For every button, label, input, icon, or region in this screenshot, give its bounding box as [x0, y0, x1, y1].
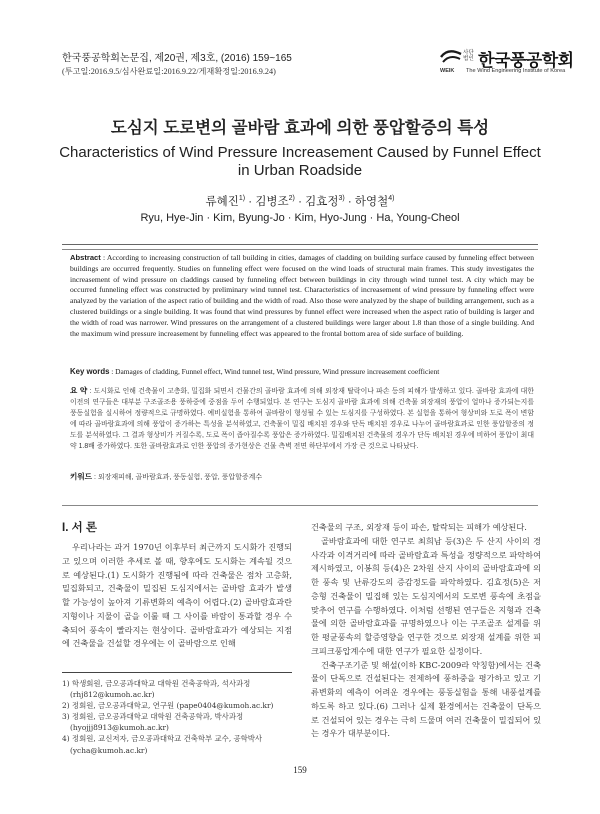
author-separator: ·: [245, 196, 256, 208]
footnote-email: (hyojjj8913@kumoh.ac.kr): [70, 723, 169, 733]
footnote-divider: [62, 672, 292, 673]
abstract-text: : According to increasing construction of tall building in cities, damages of cladding on building surface caused by funneling effect between buildings are occurred frequently. Studies on funneling effect were focused on the wind loads of structural main frames. This study investigates the increasement of wind pressure on claddings caused by funneling effect between buildings in city through wind tunnel test. A city which may be occurred funneling effect was constructed by preliminary wind tunnel test. Characteristics of increasement of wind pressure by funneling effect were analyzed by the variation of the aspect ratio of building and the width of road. Also those were analyzed by the shape of building arrangement, such as a clustered buildings or a single building. It was found that wind pressures by funnel effect were increased when the aspect ratio of building is larger and the width of road was narrower. Wind pressures on the arrangement of a clustered buildings were larger about 1.8 than those of a single building. And the maximum wind pressure increasement by funneling effect was appeared to the frontal bottom area of side surface of building.: [70, 253, 534, 338]
paragraph: 건축구조기준 및 해설(이하 KBC-2009라 약칭함)에서는 건축물이 단독으로 건설된다는 전제하에 풍하중을 평가하고 있고 기류변화의 예측이 어려운 경우에는 풍동실험을 통해 내풍설계를 하도록 하고 있다.(6) 그러나 실제 환경에서는 건축물이 단독으로 건설되어 있는 경우는 극히 드물며 여러 건축물이 밀집되어 있는 경우가 대부분이다.: [311, 659, 541, 739]
author-name: 김효정: [305, 196, 339, 208]
society-logo: [440, 48, 574, 80]
society-name: 한국풍공학회: [478, 51, 574, 70]
footnote-line: 1) 학생회원, 금오공과대학교 대학원 건축공학과, 석사과정: [62, 679, 251, 688]
author-name: 류혜진: [205, 196, 239, 208]
society-since: 사단법인: [463, 50, 474, 62]
korean-keywords-text: : 외장재피해, 골바람효과, 풍동실험, 풍압, 풍압할증계수: [92, 474, 263, 481]
author-name: 김병조: [255, 196, 289, 208]
body-column-left: [62, 541, 292, 651]
page-number: 159: [293, 765, 307, 775]
journal-header: [62, 52, 292, 78]
footnote-line: 3) 정회원, 금오공과대학교 대학원 건축공학과, 박사과정: [62, 712, 244, 722]
author-mark: 2): [288, 195, 295, 203]
author-name: 하영철: [354, 196, 389, 208]
paragraph: 우리나라는 과거 1970년 이후부터 최근까지 도시화가 진행되고 있으며 이러한 추세로 볼 때, 향후에도 도시화는 계속될 것으로 예상된다.(1) 도시화가 진행됨에 따라 건축물은 점차 고층화, 밀집화되고, 건축물이 밀집된 도심지에서는 골바람 효과가 발생할 가능성이 높아져 기류변화의 예측이 어렵다.(2) 골바람효과란 지형이나 지물이 골을 이룰 때 그 사이를 바람이 통과할 경우 수축되어 풍속이 빨라지는 현상이다. 골바람효과가 예상되는 지점에 건축물을 건설할 경우에는 이 골바람으로 인해: [62, 542, 292, 649]
author-mark: 4): [388, 195, 395, 203]
author-mark: 3): [338, 195, 345, 203]
section-heading: I. 서 론: [62, 522, 97, 534]
society-english-name: The Wind Engineering Institute of Korea: [466, 68, 566, 74]
keywords-text: : Damages of cladding, Funnel effect, Wind tunnel test, Wind pressure, Wind pressure increasement coefficient: [109, 367, 440, 376]
footnote-line: 4) 정회원, 교신저자, 금오공과대학교 건축학부 교수, 공학박사: [62, 734, 263, 744]
english-title-line-1: Characteristics of Wind Pressure Increasement Caused by Funnel Effect: [59, 144, 541, 161]
author-mark: 1): [238, 195, 246, 203]
footnote-email: (rhj812@kumoh.ac.kr): [70, 690, 155, 700]
footnote-email: (ycha@kumoh.ac.kr): [70, 745, 148, 755]
divider-bottom: [62, 505, 538, 506]
divider-top-thin: [62, 249, 538, 250]
paragraph: 건축물의 구조, 외장재 등이 파손, 탈락되는 피해가 예상된다.: [311, 522, 527, 532]
submission-dates: (투고일:2016.9.5/심사완료일:2016.9.22/게재확정일:2016.9.24): [62, 67, 276, 76]
journal-citation: 한국풍공학회논문집, 제20권, 제3호, (2016) 159~165: [62, 53, 292, 64]
korean-keywords-label: 키워드: [70, 472, 93, 481]
wind-logo-icon: [440, 48, 462, 64]
korean-abstract-label: 요 약: [70, 386, 88, 395]
abstract-label: Abstract: [70, 253, 101, 262]
footnote-line: 2) 정회원, 금오공과대학교, 연구원 (pape0404@kumoh.ac.kr): [62, 701, 274, 711]
korean-abstract-text: : 도시화로 인해 건축물이 고층화, 밀집화 되면서 건물간의 골바람 효과에 의해 외장재 탈락이나 파손 등의 피해가 발생하고 있다. 골바람 효과에 대한 이전의 연구들은 대부분 구조골조용 풍하중에 중점을 두어 수행되었다. 본 연구는 도심지 골바람 효과에 의해 건축물 외장재의 풍압이 얼마나 증가되는지를 풍동실험을 실시하여 정량적으로 규명하였다. 예비실험을 통하여 골바람이 형성될 수 있는 도심지를 구성하였다. 본 실험을 통하여 형상비와 도로 폭이 변함에 따라 골바람효과에 의해 풍압이 증가하는 특성을 분석하였고, 건축물이 밀집 배치된 경우와 단독 배치된 경우로 나누어 골바람효과로 인한 풍압할증의 정도를 분석하였다. 그 결과 형상비가 커질수록, 도로 폭이 좁아질수록 풍압은 증가하였다. 밀집배치된 건축물의 경우가 단독 배치된 경우에 비하여 풍압이 최대 약 1.8배 증가하였다. 또한 골바람효과로 인한 풍압의 증가현상은 건물 측벽 전면 하단부에서 가장 큰 것으로 나타났다.: [70, 388, 534, 450]
society-abbr: WEIK: [440, 68, 455, 74]
footnotes: [62, 678, 302, 756]
authors-korean: [0, 193, 600, 209]
divider-top: [62, 244, 538, 245]
body-column-right: [311, 521, 541, 741]
english-title-line-2: in Urban Roadside: [237, 162, 363, 179]
author-separator: ·: [294, 196, 306, 208]
authors-english: Ryu, Hye-Jin · Kim, Byung-Jo · Kim, Hyo-Jung · Ha, Young-Cheol: [140, 212, 460, 224]
korean-keywords: [70, 471, 534, 482]
abstract: [70, 253, 534, 339]
keywords: [70, 367, 534, 376]
korean-title: 도심지 도로변의 골바람 효과에 의한 풍압할증의 특성: [110, 119, 490, 137]
keywords-label: Key words: [70, 367, 110, 376]
paragraph: 골바람효과에 대한 연구로 최희남 등(3)은 두 산지 사이의 경사각과 이격거리에 따라 골바람효과 특성을 정량적으로 파악하여 제시하였고, 이봉희 등(4)은 2차원 산지 사이의 골바람효과에 의한 풍속 및 난류강도의 증감정도를 파악하였다. 김효정(5)은 저층형 건축물이 밀집해 있는 도심지에서의 도로변 풍속에 초점을 맞추어 연구를 수행하였다. 이처럼 선행된 연구들은 지형과 건축물에 의한 골바람효과를 규명하였으나 이는 구조골조 설계를 위한 평균풍속의 할증영향을 연구한 것으로 외장재 설계를 위한 피크피크풍압계수에 대한 연구가 필요한 실정이다.: [311, 535, 541, 656]
korean-abstract: [70, 385, 534, 452]
english-title: [0, 144, 600, 180]
author-separator: ·: [344, 196, 355, 208]
